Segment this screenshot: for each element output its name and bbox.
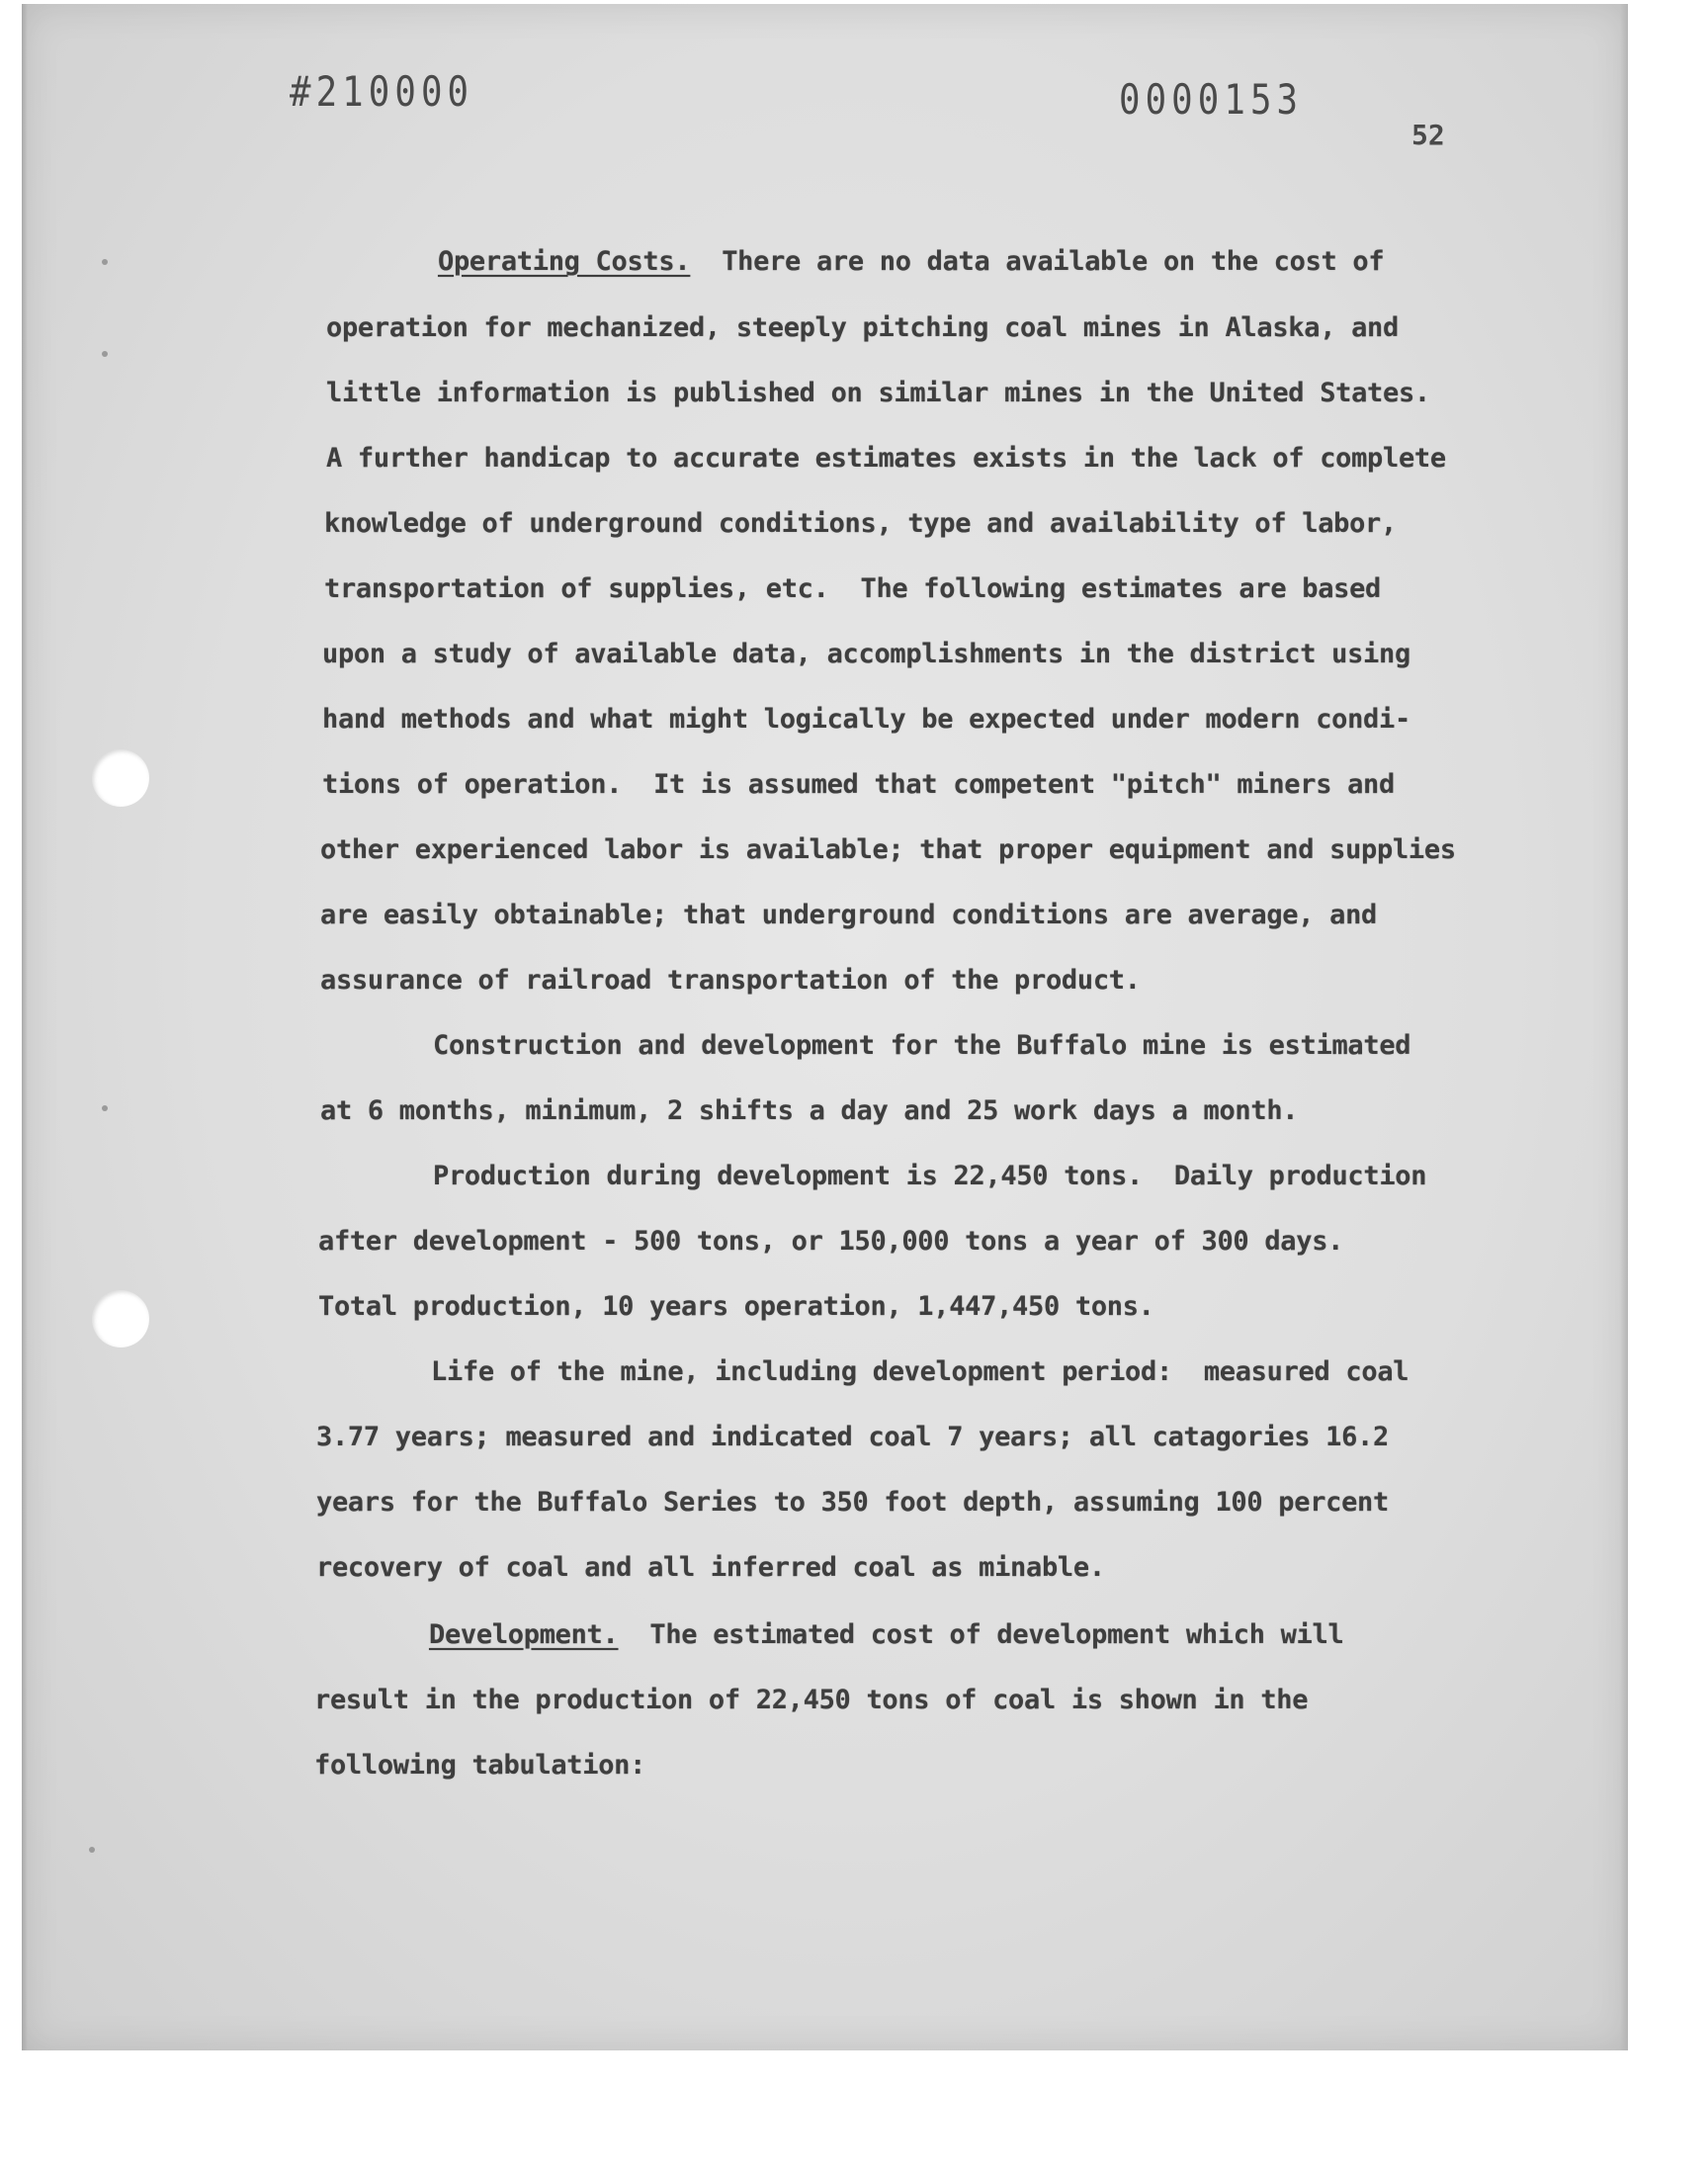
section-heading-development: Development.: [429, 1619, 619, 1650]
text-line: The estimated cost of development which will: [649, 1619, 1344, 1650]
page-number: 52: [1411, 119, 1445, 151]
text-line: A further handicap to accurate estimates exists in the lack of complete: [326, 443, 1446, 474]
page-edge-right: [1620, 4, 1628, 2050]
text-line: knowledge of underground conditions, type and availability of labor,: [324, 508, 1397, 539]
text-line: recovery of coal and all inferred coal as minable.: [316, 1552, 1105, 1583]
text-line: Total production, 10 years operation, 1,447,450 tons.: [318, 1291, 1154, 1322]
text-line: little information is published on similar mines in the United States.: [326, 378, 1430, 408]
text-line: transportation of supplies, etc. The following estimates are based: [324, 573, 1382, 604]
text-line: tions of operation. It is assumed that competent "pitch" miners and: [322, 769, 1395, 800]
text-line: assurance of railroad transportation of the product.: [320, 965, 1141, 996]
text-line: upon a study of available data, accomplishments in the district using: [322, 639, 1410, 669]
punch-hole-upper: [92, 749, 149, 807]
text-line: Construction and development for the Buffalo mine is estimated: [433, 1030, 1411, 1061]
text-line: are easily obtainable; that underground conditions are average, and: [320, 900, 1378, 930]
text-line: result in the production of 22,450 tons of coal is shown in the: [314, 1685, 1309, 1715]
section-heading-operating-costs: Operating Costs.: [438, 246, 691, 277]
margin-mark: [89, 1847, 95, 1853]
text-line: following tabulation:: [314, 1750, 646, 1781]
text-line: 3.77 years; measured and indicated coal 7 years; all catagories 16.2: [316, 1422, 1389, 1452]
text-line: other experienced labor is available; that proper equipment and supplies: [320, 834, 1456, 865]
margin-mark: [102, 1105, 108, 1111]
text-line: operation for mechanized, steeply pitching coal mines in Alaska, and: [326, 312, 1399, 343]
page-edge-left: [22, 4, 28, 2050]
document-stamp-right: 0000153: [1119, 75, 1304, 124]
paragraph-development-first-line: [429, 1619, 1343, 1650]
margin-mark: [102, 259, 108, 265]
text-line: at 6 months, minimum, 2 shifts a day and 25 work days a month.: [320, 1095, 1299, 1126]
text-line: hand methods and what might logically be expected under modern condi-: [322, 704, 1410, 735]
paragraph-operating-costs-first-line: [438, 246, 1384, 277]
document-stamp-left: #210000: [290, 67, 474, 116]
scanned-page: [22, 4, 1628, 2050]
text-line: Production during development is 22,450 tons. Daily production: [433, 1161, 1427, 1191]
text-line: after development - 500 tons, or 150,000 tons a year of 300 days.: [318, 1226, 1344, 1257]
text-line: years for the Buffalo Series to 350 foot depth, assuming 100 percent: [316, 1487, 1389, 1518]
text-line: There are no data available on the cost of: [722, 246, 1385, 277]
text-line: Life of the mine, including development period: measured coal: [431, 1356, 1409, 1387]
punch-hole-lower: [92, 1290, 149, 1348]
margin-mark: [102, 351, 108, 357]
